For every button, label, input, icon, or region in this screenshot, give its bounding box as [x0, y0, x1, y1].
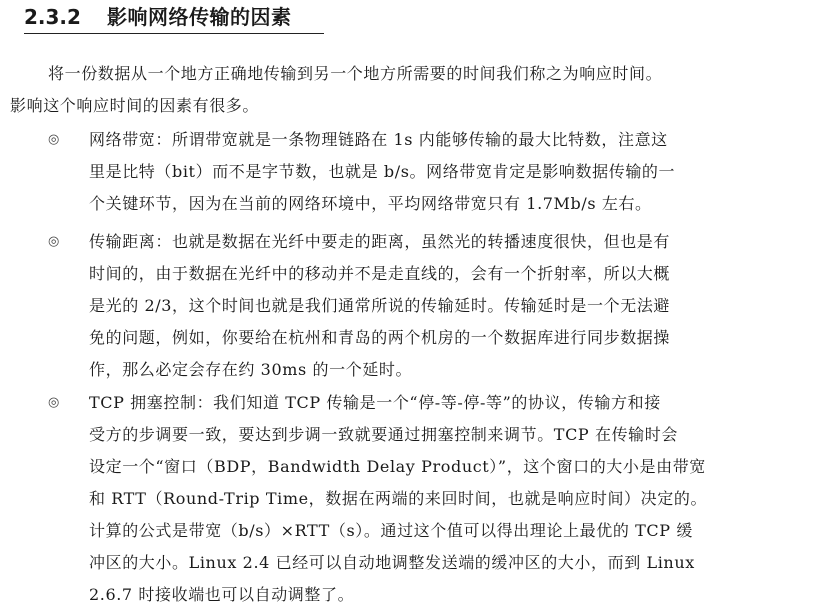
list-item-distance [89, 226, 805, 386]
list-item-tcp-congestion [89, 387, 805, 611]
item-line: 免的问题，例如，你要给在杭州和青岛的两个机房的一个数据库进行同步数据操 [89, 328, 671, 347]
item-line: 是光的 2/3，这个时间也就是我们通常所说的传输延时。传输延时是一个无法避 [89, 296, 671, 315]
item-line: 计算的公式是带宽（b/s）×RTT（s）。通过这个值可以得出理论上最优的 TCP 缓 [89, 521, 693, 540]
item-line: 设定一个“窗口（BDP，Bandwidth Delay Product）”，这个窗口的大小是由带宽 [89, 457, 706, 476]
section-title: 影响网络传输的因素 [106, 5, 292, 29]
intro-line: 将一份数据从一个地方正确地传输到另一个地方所需要的时间我们称之为响应时间。 [48, 64, 663, 83]
bullet-icon: ◎ [48, 132, 60, 147]
item-line: 网络带宽：所谓带宽就是一条物理链路在 1s 内能够传输的最大比特数，注意这 [89, 130, 668, 149]
item-line: 作，那么必定会存在约 30ms 的一个延时。 [89, 360, 413, 379]
bullet-icon: ◎ [48, 234, 60, 249]
item-line: 2.6.7 时接收端也可以自动调整了。 [89, 585, 355, 604]
item-line: 时间的，由于数据在光纤中的移动并不是走直线的，会有一个折射率，所以大概 [89, 264, 671, 283]
bullet-icon: ◎ [48, 395, 60, 410]
section-number: 2.3.2 [24, 5, 81, 29]
intro-line: 影响这个响应时间的因素有很多。 [10, 96, 260, 115]
item-line: 传输距离：也就是数据在光纤中要走的距离，虽然光的转播速度很快，但也是有 [89, 232, 671, 251]
item-line: 和 RTT（Round-Trip Time，数据在两端的来回时间，也就是响应时间）决定的。 [89, 489, 708, 508]
item-line: 个关键环节，因为在当前的网络环境中，平均网络带宽只有 1.7Mb/s 左右。 [89, 194, 652, 213]
item-line: 里是比特（bit）而不是字节数，也就是 b/s。网络带宽肯定是影响数据传输的一 [89, 162, 676, 181]
item-line: 冲区的大小。Linux 2.4 已经可以自动地调整发送端的缓冲区的大小，而到 Linux [89, 553, 695, 572]
list-item-bandwidth [89, 124, 805, 220]
intro-paragraph [10, 58, 805, 122]
section-heading [24, 4, 324, 34]
item-line: TCP 拥塞控制：我们知道 TCP 传输是一个“停-等-停-等”的协议，传输方和接 [89, 393, 661, 412]
item-line: 受方的步调要一致，要达到步调一致就要通过拥塞控制来调节。TCP 在传输时会 [89, 425, 678, 444]
